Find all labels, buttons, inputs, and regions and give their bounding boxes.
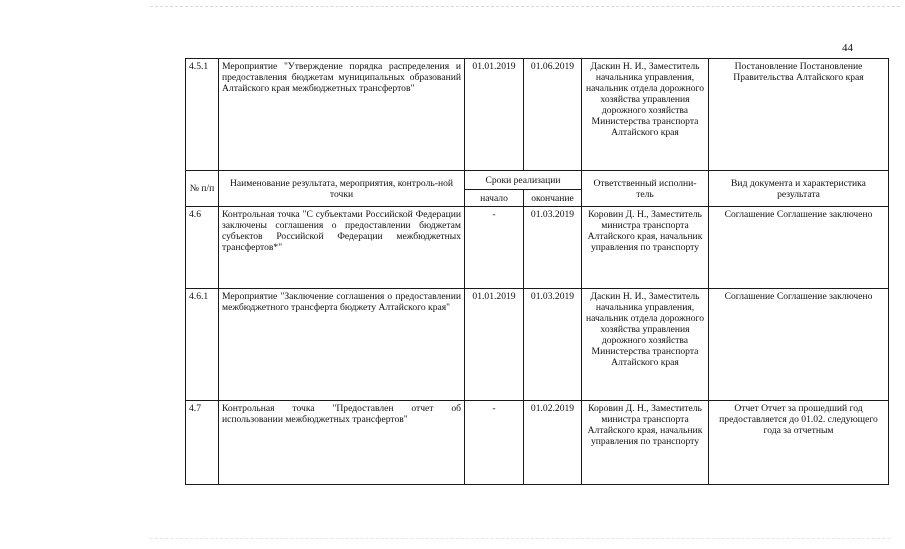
row-document: Соглашение Соглашение заключено — [709, 207, 889, 289]
table-row — [186, 207, 889, 289]
row-number: 4.5.1 — [186, 59, 219, 171]
table-row — [186, 401, 889, 485]
header-start: начало — [465, 190, 524, 207]
header-terms: Сроки реализации — [465, 171, 582, 190]
row-document: Соглашение Соглашение заключено — [709, 289, 889, 401]
row-document: Постановление Постановление Правительства Алтайского края — [709, 59, 889, 171]
row-number: 4.7 — [186, 401, 219, 485]
row-responsible: Коровин Д. Н., Заместитель министра транспорта Алтайского края, начальник управления по транспорту — [582, 401, 709, 485]
row-name: Мероприятие "Утверждение порядка распределения и предоставления бюджетам муниципальных образований Алтайского края межбюджетных трансфертов" — [219, 59, 465, 171]
row-end-date: 01.03.2019 — [524, 289, 582, 401]
row-responsible: Коровин Д. Н., Заместитель министра транспорта Алтайского края, начальник управления по транспорту — [582, 207, 709, 289]
row-name: Контрольная точка "С субъектами Российской Федерации заключены соглашения о предоставлении бюджетам субъектов Российской Федерации межбюджетных трансфертов*" — [219, 207, 465, 289]
scan-bottom-edge — [150, 538, 890, 539]
table-row — [186, 59, 889, 171]
row-number: 4.6 — [186, 207, 219, 289]
row-responsible: Даскин Н. И., Заместитель начальника управления, начальник отдела дорожного хозяйства управления дорожного хозяйства Министерства транспорта Алтайского края — [582, 59, 709, 171]
plan-table — [185, 58, 889, 485]
row-responsible: Даскин Н. И., Заместитель начальника управления, начальник отдела дорожного хозяйства управления дорожного хозяйства Министерства транспорта Алтайского края — [582, 289, 709, 401]
header-end: окончание — [524, 190, 582, 207]
header-responsible: Ответственный исполни-тель — [582, 171, 709, 207]
table-header-row — [186, 171, 889, 190]
row-name: Мероприятие "Заключение соглашения о предоставлении межбюджетного трансферта бюджету Алтайского края" — [219, 289, 465, 401]
row-end-date: 01.06.2019 — [524, 59, 582, 171]
table-row — [186, 289, 889, 401]
row-number: 4.6.1 — [186, 289, 219, 401]
row-name: Контрольная точка "Предоставлен отчет об использовании межбюджетных трансфертов" — [219, 401, 465, 485]
scan-top-edge — [150, 6, 900, 7]
row-start-date: 01.01.2019 — [465, 59, 524, 171]
row-start-date: - — [465, 401, 524, 485]
row-start-date: - — [465, 207, 524, 289]
row-document: Отчет Отчет за прошедший год предоставляется до 01.02. следующего года за отчетным — [709, 401, 889, 485]
row-end-date: 01.03.2019 — [524, 207, 582, 289]
header-num: № п/п — [186, 171, 219, 207]
page-number: 44 — [842, 42, 853, 54]
row-end-date: 01.02.2019 — [524, 401, 582, 485]
header-document: Вид документа и характеристика результата — [709, 171, 889, 207]
header-name: Наименование результата, мероприятия, контроль-ной точки — [219, 171, 465, 207]
row-start-date: 01.01.2019 — [465, 289, 524, 401]
